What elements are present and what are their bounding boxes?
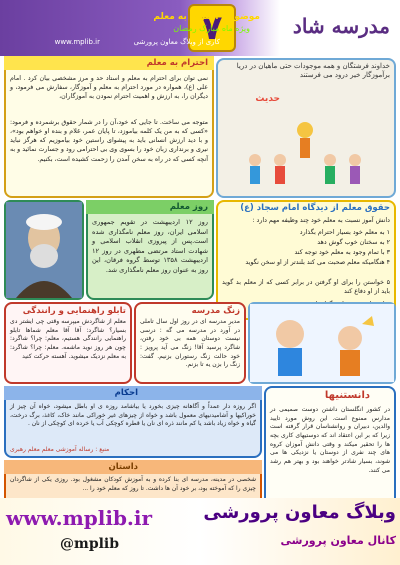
huqq-title: حقوق معلم از دیدگاه امام سجاد (ع)	[240, 203, 390, 213]
hadith-label: حدیث	[255, 94, 280, 104]
huqq-item: ۴ هنگامیکه معلم صحبت می کند بلندتر از او سخن نگوید	[245, 259, 390, 266]
huqq-item: ۵ خواستن را برای او گرفتن در برابر کسی که از معلم بد گوید باید از او دفاع کند	[222, 279, 390, 296]
header-website-link[interactable]: www.mplib.ir	[54, 38, 100, 46]
zang-title: زنگ مدرسه	[191, 306, 240, 316]
ehteram-paragraph-2: متوجه می ساخت. تا جایی که خود،آن را در شمار حقوق برشمرده و فرمود: «کسی که به من یک کلمه بیاموزد، تا پایان عمر، غلام و بنده او خواهم بود»، و با دید ارزش انسانی باید به پیشوای راستین خود بیاموزیم که هرگز نباید نیری و برنداری زبان خود را بسوی وی بی احترامی رود و جسارت نمائید و به آنچه کسی که در راه به سخن آمدن را زحمت کشیده است، بکنیم.	[10, 119, 208, 163]
hadith-quote: خداوند فرشتگان و همه موجودات حتی ماهیان در دریا برآموزگار خیر درود می فرستند	[236, 62, 390, 80]
page-title: مدرسه شاد	[292, 14, 390, 38]
ahkam-source: منبع : رساله آموزشی معلم معلم رهبری	[10, 446, 110, 453]
huqq-item: ۱ به معلم خود بسیار احترام بگذارد	[299, 229, 390, 236]
classroom-kids-illustration	[230, 110, 380, 190]
header-brand: کاری از وبلاگ معاون پرورشی	[133, 38, 220, 46]
huqq-item: ۳ با تمام وجود به معلم خود توجه کند	[294, 249, 390, 256]
dastan-text: شخصی در مدینه، مدرسه ای بنا کرده و به آموزش کودکان مشغول بود. روزی یکی از شاگردان چیزی را که آموخته بود، بر خود آن ها داشت. تا روز که معلم خود را ...	[10, 476, 256, 492]
ahkam-text: اگر روزه دار عمداً و آگاهانه چیزی بخورد یا بیاشامد روزه ی او باطل میشود، خواه آن چیز از خوراکیها و آشامیدنیهای معمول باشد و خواه از چیزهای غیر خوراکی مانند خاک، کاغذ، برگ درخت، گیاه و خواه زیاد باشد یا کم مانند ذره ای نان یا قطره کوچکی آب یا خرده ای کوچکی از نان .	[10, 403, 256, 428]
rooz-title: روز معلم	[169, 202, 208, 212]
dastan-title: داستان	[108, 462, 138, 472]
tablo-text: معلم از شاگردش میپرسه وقتی چی ایشتر دی بسیار؟ شاگرد: آقا آقا معلم شماها تابلو راهنمایی رانندگی هستیم، معلم: چرا؟ شاگرد: چون هر روز نوید ماشمه. معلم: چرا؟ شاگرد: به معلم نزدیک میشوید. آهسته حرکت کنید	[10, 318, 126, 360]
footer-telegram-handle[interactable]: @mplib	[60, 536, 120, 552]
huqq-intro: دانش آموز نسبت به معلم خود چند وظیفه مهم دارد :	[252, 217, 390, 224]
danestaniha-title: دانستنیها	[324, 390, 370, 401]
footer-blog-name: وبلاگ معاون پرورشی	[203, 502, 396, 523]
issue-number: ۷	[201, 8, 223, 48]
huqq-item: ۲ به سخنان خوب گوش دهد	[317, 239, 390, 246]
ehteram-title: احترام به معلم	[146, 58, 208, 68]
footer-website-link[interactable]: www.mplib.ir	[6, 506, 153, 530]
header-subject: موضوع : احترام به معلم	[153, 12, 260, 22]
ehteram-paragraph-1: نمی توان برای احترام به معلم و استاد حد و مرز مشخصی بیان کرد . امام علی (ع)، همواره در مورد احترام به معلم و آموزگار، سفارش می فرمود، و دیگران را، به ارزش و اهمیت احترام نمودن به آموزگاران،	[10, 75, 208, 101]
footer-channel-name: کانال معاون پرورشی	[280, 534, 396, 547]
ahkam-title: احکام	[114, 388, 138, 398]
tablo-title: تابلو راهنمایی و رانندگی	[22, 306, 126, 316]
zang-text: مدیر مدرسه ای در روز اول سال تاملی در آورد در مدرسه می گه : درسی نیست دوستان همه بی خود رفتن، شاگرد پرسید آقا! زنگ می آید پرویز : خود حالت زنگ رستوران بزنیم. گفت: زنگ را بزن یه تا بزنم.	[140, 318, 240, 369]
danestaniha-text: در کشور انگلستان داشتن دوست صمیمی در مدارس ممنوع است. این روش مورد تایید والدین، دبیران و روانشناسان قرار گرفته است زیرا که بر این اعتقاد اند که دوستیهای کاری بچه ها را تحقیر میکند و وقتی دانش آموزان کروه های چند نفری از دوستان یا نزدیکی ها می شوند، بسیار شادتر خواهند بود و بهتر هم رشد می کنند.	[270, 406, 390, 474]
motahhari-portrait	[4, 200, 84, 300]
header-special: ویژه ماه مبارک رمضان	[173, 24, 250, 33]
rooz-text: روز ۱۲ اردیبهشت در تقویم جمهوری اسلامی ایران، روز معلم نامگذاری شده است.پس از پیروزی انقلاب اسلامی و شهادت استاد مرتضی مطهری در روز ۱۲ اردیبهشت ۱۳۵۸ توسط گروه فرقان، این روز به عنوان روز معلم نامگذاری شد.	[92, 218, 208, 274]
zang-cartoon	[248, 302, 396, 384]
